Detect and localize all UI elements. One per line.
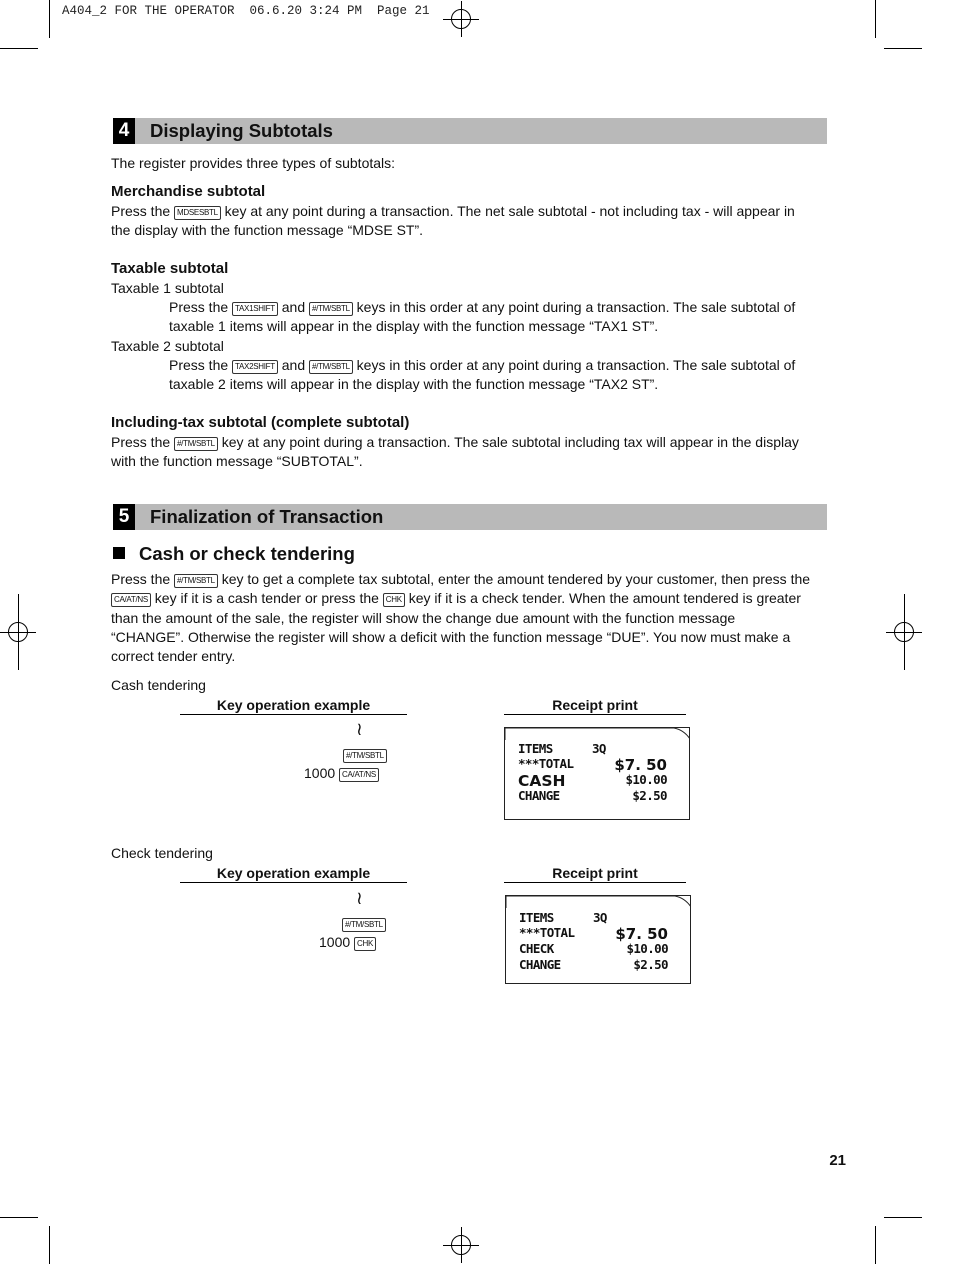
square-bullet-icon [113,547,125,559]
squiggle-icon: ≀ [356,719,363,739]
crop-mark [0,1217,38,1218]
section-number: 5 [113,504,135,530]
crop-mark [884,1217,922,1218]
crop-mark [18,594,19,670]
tax1-shift-key: TAX1SHIFT [232,302,278,316]
crop-mark [875,0,876,38]
section-4-header [113,118,827,144]
crop-mark [904,594,905,670]
taxable-1-label: Taxable 1 subtotal [111,280,224,296]
taxable-1-paragraph: Press the TAX1SHIFT and #/TM/SBTL keys in this order at any point during a transaction. The sale subtotal of taxable 1 items will appear in the display with the function message “TAX1 ST”. [169,299,796,335]
squiggle-icon: ≀ [356,888,363,908]
tendering-paragraph: Press the #/TM/SBTL key to get a complete tax subtotal, enter the amount tendered by your customer, then press the CA/AT/NS key if it is a cash tender or press the CHK key if it is a check tender. When the amount tendered is greater than the amount of the sale, the register will show the change due amount with the function message “CHANGE”. Otherwise the register will show a deficit with the function message “DUE”. You now must make a correct tender entry. [111,571,811,665]
section-number: 4 [113,118,135,144]
tm-sbtl-key: #/TM/SBTL [174,437,218,451]
taxable-subtotal-heading: Taxable subtotal [111,260,229,277]
check-key-sequence-1 [342,915,386,932]
check-tendering-label: Check tendering [111,845,213,861]
tm-sbtl-key: #/TM/SBTL [309,302,353,316]
registration-mark [443,1227,479,1263]
receipt-torn-edge [504,727,690,741]
key-operation-heading: Key operation example [180,697,407,715]
tender-amount: 1000 [319,934,351,950]
chk-key: CHK [383,593,405,607]
including-tax-heading: Including-tax subtotal (complete subtotal) [111,414,410,431]
tm-sbtl-key: #/TM/SBTL [174,574,218,588]
tm-sbtl-key: #/TM/SBTL [309,360,353,374]
cash-tendering-label: Cash tendering [111,677,206,693]
mdse-sbtl-key: MDSESBTL [174,206,221,220]
cash-check-heading: Cash or check tendering [113,543,355,565]
cash-receipt: ITEMS 3Q ***TOTAL $7. 50 CASH $10.00 CHANGE $2.50 [504,727,690,820]
tax2-shift-key: TAX2SHIFT [232,360,278,374]
crop-mark [875,1226,876,1264]
receipt-print-heading: Receipt print [504,697,686,715]
print-header: A404_2 FOR THE OPERATOR 06.6.20 3:24 PM Page 21 [62,4,430,18]
check-key-sequence-2 [319,934,376,951]
merchandise-subtotal-heading: Merchandise subtotal [111,183,266,200]
tm-sbtl-key: #/TM/SBTL [342,918,386,932]
cash-key-sequence-2 [304,765,379,782]
receipt-print-heading: Receipt print [504,865,686,883]
check-receipt: ITEMS 3Q ***TOTAL $7. 50 CHECK $10.00 CHANGE $2.50 [505,895,691,984]
tm-sbtl-key: #/TM/SBTL [343,749,387,763]
receipt-torn-edge [505,895,691,909]
ca-at-ns-key: CA/AT/NS [339,768,379,782]
section-intro: The register provides three types of subtotals: [111,155,396,171]
crop-mark [49,1226,50,1264]
taxable-2-paragraph: Press the TAX2SHIFT and #/TM/SBTL keys in this order at any point during a transaction. The sale subtotal of taxable 2 items will appear in the display with the function message “TAX2 ST”. [169,357,796,393]
tender-amount: 1000 [304,765,336,781]
crop-mark [884,48,922,49]
crop-mark [49,0,50,38]
registration-mark [443,1,479,37]
section-title: Displaying Subtotals [150,120,333,141]
key-operation-heading: Key operation example [180,865,407,883]
taxable-2-label: Taxable 2 subtotal [111,338,224,354]
merchandise-paragraph: Press the MDSESBTL key at any point during a transaction. The net sale subtotal - not including tax - will appear in the display with the function message “MDSE ST”. [111,203,795,239]
including-tax-paragraph: Press the #/TM/SBTL key at any point during a transaction. The sale subtotal including tax will appear in the display with the function message “SUBTOTAL”. [111,434,799,470]
crop-mark [0,48,38,49]
cash-key-sequence-1 [343,746,387,763]
chk-key: CHK [354,937,376,951]
section-title: Finalization of Transaction [150,506,384,527]
ca-at-ns-key: CA/AT/NS [111,593,151,607]
page-number: 21 [829,1152,846,1169]
section-5-header [113,504,827,530]
